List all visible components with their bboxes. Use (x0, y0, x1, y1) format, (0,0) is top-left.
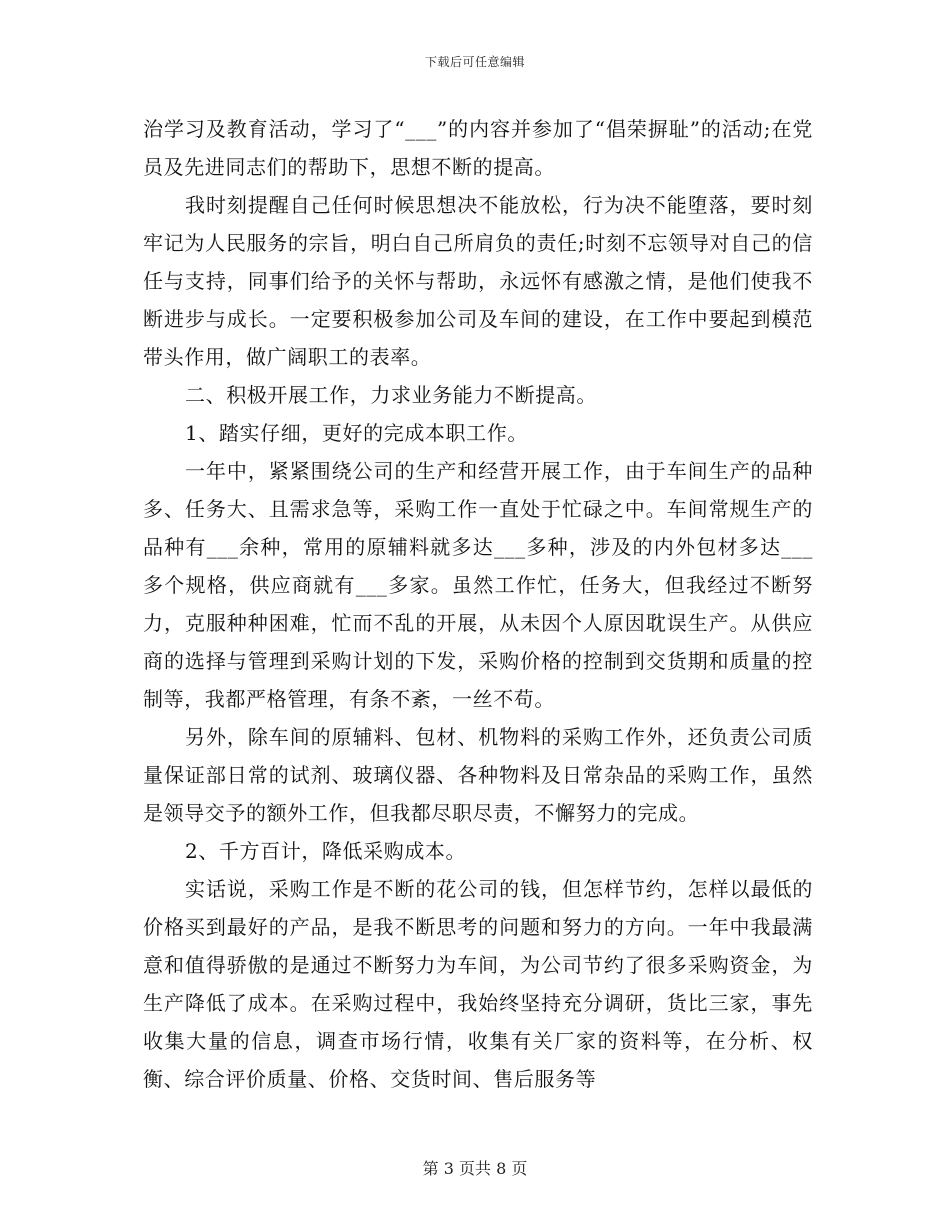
paragraph-4: 另外，除车间的原辅料、包材、机物料的采购工作外，还负责公司质量保证部日常的试剂、玻璃仪器、各种物料及日常杂品的采购工作，虽然是领导交予的额外工作，但我都尽职尽责，不懈努力的完成。 (143, 725, 813, 825)
page-header: 下载后可任意编辑 (424, 55, 525, 69)
paragraph-1: 治学习及教育活动，学习了“___”的内容并参加了“倡荣摒耻”的活动;在党员及先进同志们的帮助下，思想不断的提高。 (143, 117, 813, 179)
subheading-1: 1、踏实仔细，更好的完成本职工作。 (185, 421, 528, 445)
page-number: 第 3 页共 8 页 (422, 1159, 528, 1178)
document-body (143, 110, 813, 1098)
paragraph-5: 实话说，采购工作是不断的花公司的钱，但怎样节约，怎样以最低的价格买到最好的产品，是我不断思考的问题和努力的方向。一年中我最满意和值得骄傲的是通过不断努力为车间，为公司节约了很多采购资金，为生产降低了成本。在采购过程中，我始终坚持充分调研，货比三家，事先收集大量的信息，调查市场行情，收集有关厂家的资料等，在分析、权衡、综合评价质量、价格、交货时间、售后服务等 (143, 877, 813, 1091)
paragraph-3: 一年中，紧紧围绕公司的生产和经营开展工作，由于车间生产的品种多、任务大、且需求急等，采购工作一直处于忙碌之中。车间常规生产的品种有___余种，常用的原辅料就多达___多种，涉及的内外包材多达___多个规格，供应商就有___多家。虽然工作忙，任务大，但我经过不断努力，克服种种困难，忙而不乱的开展，从未因个人原因耽误生产。从供应商的选择与管理到采购计划的下发，采购价格的控制到交货期和质量的控制等，我都严格管理，有条不紊，一丝不苟。 (143, 459, 813, 711)
paragraph-2: 我时刻提醒自己任何时候思想决不能放松，行为决不能堕落，要时刻牢记为人民服务的宗旨，明白自己所肩负的责任;时刻不忘领导对自己的信任与支持，同事们给予的关怀与帮助，永远怀有感激之情，是他们使我不断进步与成长。一定要积极参加公司及车间的建设，在工作中要起到模范带头作用，做广阔职工的表率。 (143, 193, 813, 369)
subheading-2: 2、千方百计，降低采购成本。 (185, 839, 467, 863)
section-heading-2: 二、积极开展工作，力求业务能力不断提高。 (185, 383, 597, 407)
